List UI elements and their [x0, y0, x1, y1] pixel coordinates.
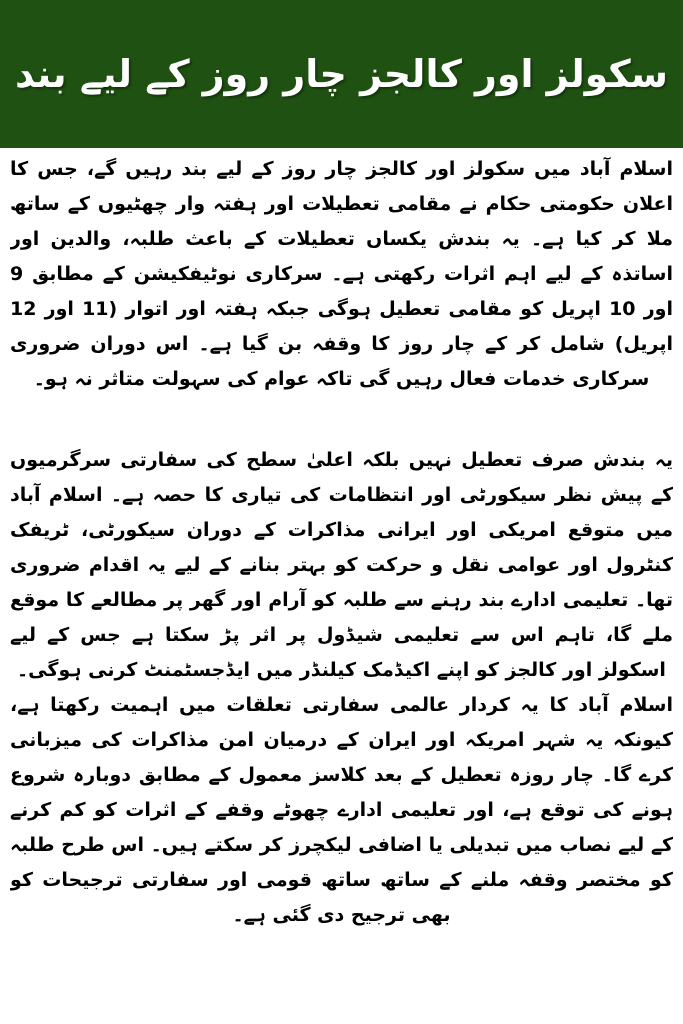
article-paragraph-2: یہ بندش صرف تعطیل نہیں بلکہ اعلیٰ سطح کی سفارتی سرگرمیوں کے پیش نظر سیکورٹی اور انتظامات کی تیاری کا حصہ ہے۔ اسلام آباد میں متوقع امریکی اور ایرانی مذاکرات کے دوران سیکورٹی، ٹریفک کنٹرول اور عوامی نقل و حرکت کو بہتر بنانے کے لیے یہ اقدام ضروری تھا۔ تعلیمی ادارے بند رہنے سے طلبہ کو آرام اور گھر پر مطالعے کا موقع ملے گا، تاہم اس سے تعلیمی شیڈول پر اثر پڑ سکتا ہے جس کے لیے اسکولز اور کالجز کو اپنے اکیڈمک کیلنڈر میں ایڈجسٹمنٹ کرنی ہوگی۔ — [10, 449, 673, 681]
headline-title: سکولز اور کالجز چار روز کے لیے بند — [14, 52, 669, 96]
article-body — [10, 152, 673, 1020]
article-paragraph-1: اسلام آباد میں سکولز اور کالجز چار روز کے لیے بند رہیں گے، جس کا اعلان حکومتی حکام نے مقامی تعطیلات اور ہفتہ وار چھٹیوں کے ساتھ ملا کر کیا ہے۔ یہ بندش یکساں تعطیلات کے باعث طلبہ، والدین اور اساتذہ کے لیے اہم اثرات رکھتی ہے۔ سرکاری نوٹیفکیشن کے مطابق 9 اور 10 اپریل کو مقامی تعطیل ہوگی جبکہ ہفتہ اور اتوار (11 اور 12 اپریل) شامل کر کے چار روز کا وقفہ بن گیا ہے۔ اس دوران ضروری سرکاری خدمات فعال رہیں گی تاکہ عوام کی سہولت متاثر نہ ہو۔ — [10, 158, 673, 390]
article-paragraph-3: اسلام آباد کا یہ کردار عالمی سفارتی تعلقات میں اہمیت رکھتا ہے، کیونکہ یہ شہر امریکہ اور ایران کے درمیان امن مذاکرات کی میزبانی کرے گا۔ چار روزہ تعطیل کے بعد کلاسز معمول کے مطابق دوبارہ شروع ہونے کی توقع ہے، اور تعلیمی ادارے چھوٹے وقفے کے اثرات کو کم کرنے کے لیے نصاب میں تبدیلی یا اضافی لیکچرز کر سکتے ہیں۔ اس طرح طلبہ کو مختصر وقفہ ملنے کے ساتھ ساتھ قومی اور سفارتی ترجیحات کو بھی ترجیح دی گئی ہے۔ — [10, 694, 673, 926]
headline-banner — [0, 0, 683, 148]
